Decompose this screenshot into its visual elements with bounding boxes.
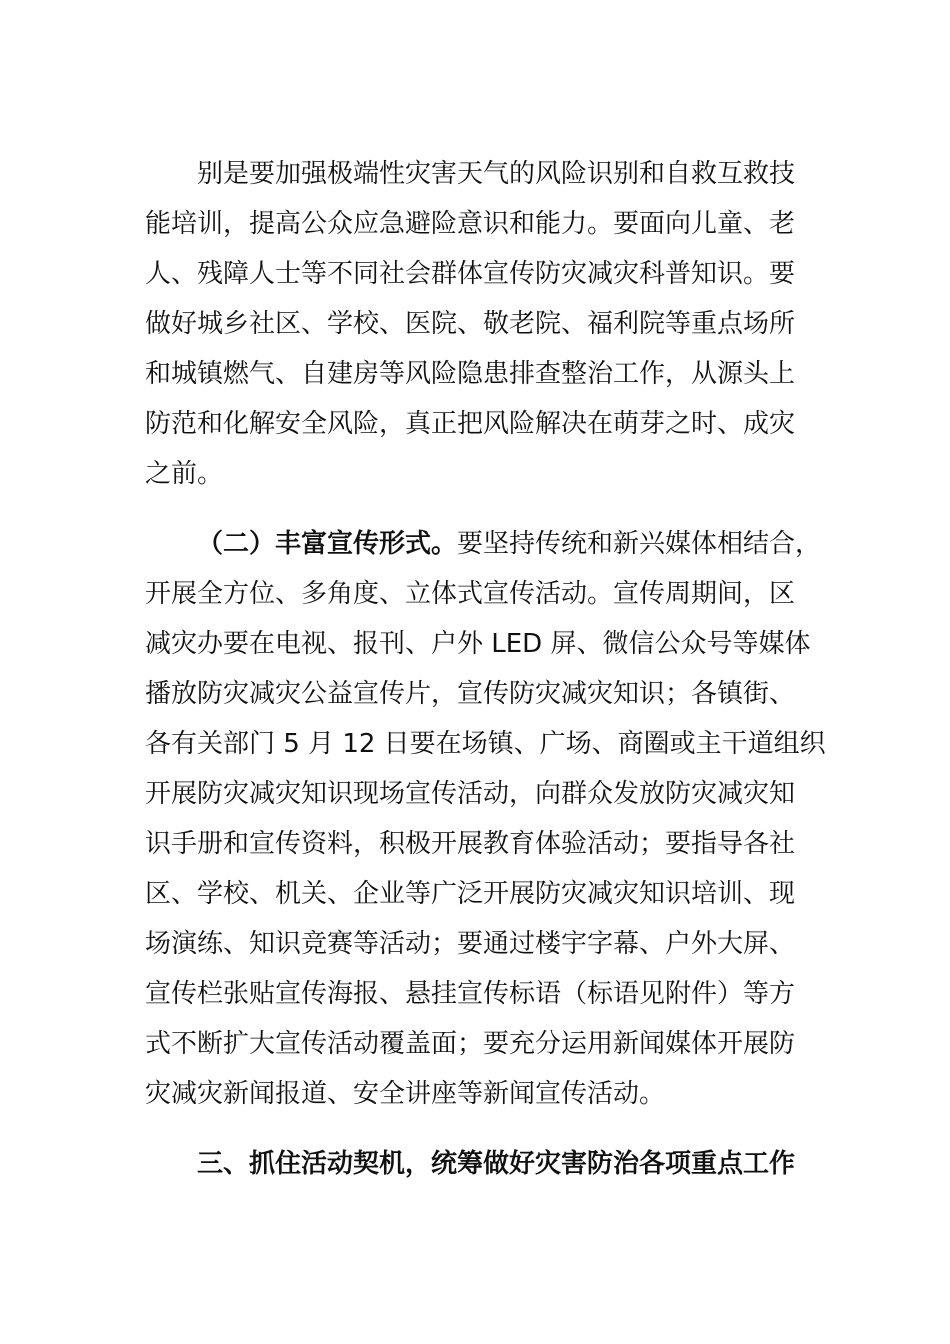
paragraph-line: 播放防灾减灾公益宣传片，宣传防灾减灾知识；各镇街、: [145, 679, 796, 709]
paragraph-line: 做好城乡社区、学校、医院、敬老院、福利院等重点场所: [145, 309, 796, 339]
paragraph-line: 之前。: [145, 459, 224, 489]
paragraph-line: 防范和化解安全风险，真正把风险解决在萌芽之时、成灾: [145, 409, 796, 439]
paragraph-line: 各有关部门 5 月 12 日要在场镇、广场、商圈或主干道组织: [145, 729, 826, 759]
subsection-heading: （二）丰富宣传形式。: [197, 529, 458, 559]
paragraph-line: 能培训，提高公众应急避险意识和能力。要面向儿童、老: [145, 209, 796, 239]
paragraph-line: 别是要加强极端性灾害天气的风险识别和自救互救技: [197, 159, 796, 189]
paragraph-line: 开展防灾减灾知识现场宣传活动，向群众发放防灾减灾知: [145, 779, 796, 809]
paragraph-line: 灾减灾新闻报道、安全讲座等新闻宣传活动。: [145, 1079, 666, 1109]
paragraph-first-line: [197, 527, 821, 561]
paragraph-line: 人、残障人士等不同社会群体宣传防灾减灾科普知识。要: [145, 259, 796, 289]
section-heading: 三、抓住活动契机，统筹做好灾害防治各项重点工作: [197, 1149, 796, 1179]
paragraph-line: 区、学校、机关、企业等广泛开展防灾减灾知识培训、现: [145, 879, 796, 909]
paragraph-line: 开展全方位、多角度、立体式宣传活动。宣传周期间，区: [145, 579, 796, 609]
paragraph-line: 减灾办要在电视、报刊、户外 LED 屏、微信公众号等媒体: [145, 629, 811, 659]
paragraph-line: 宣传栏张贴宣传海报、悬挂宣传标语（标语见附件）等方: [145, 979, 796, 1009]
paragraph-line: 场演练、知识竞赛等活动；要通过楼宇字幕、户外大屏、: [145, 929, 796, 959]
paragraph-text: 要坚持传统和新兴媒体相结合，: [457, 529, 822, 559]
paragraph-line: 和城镇燃气、自建房等风险隐患排查整治工作，从源头上: [145, 359, 796, 389]
paragraph-line: 式不断扩大宣传活动覆盖面；要充分运用新闻媒体开展防: [145, 1029, 796, 1059]
paragraph-line: 识手册和宣传资料，积极开展教育体验活动；要指导各社: [145, 829, 796, 859]
